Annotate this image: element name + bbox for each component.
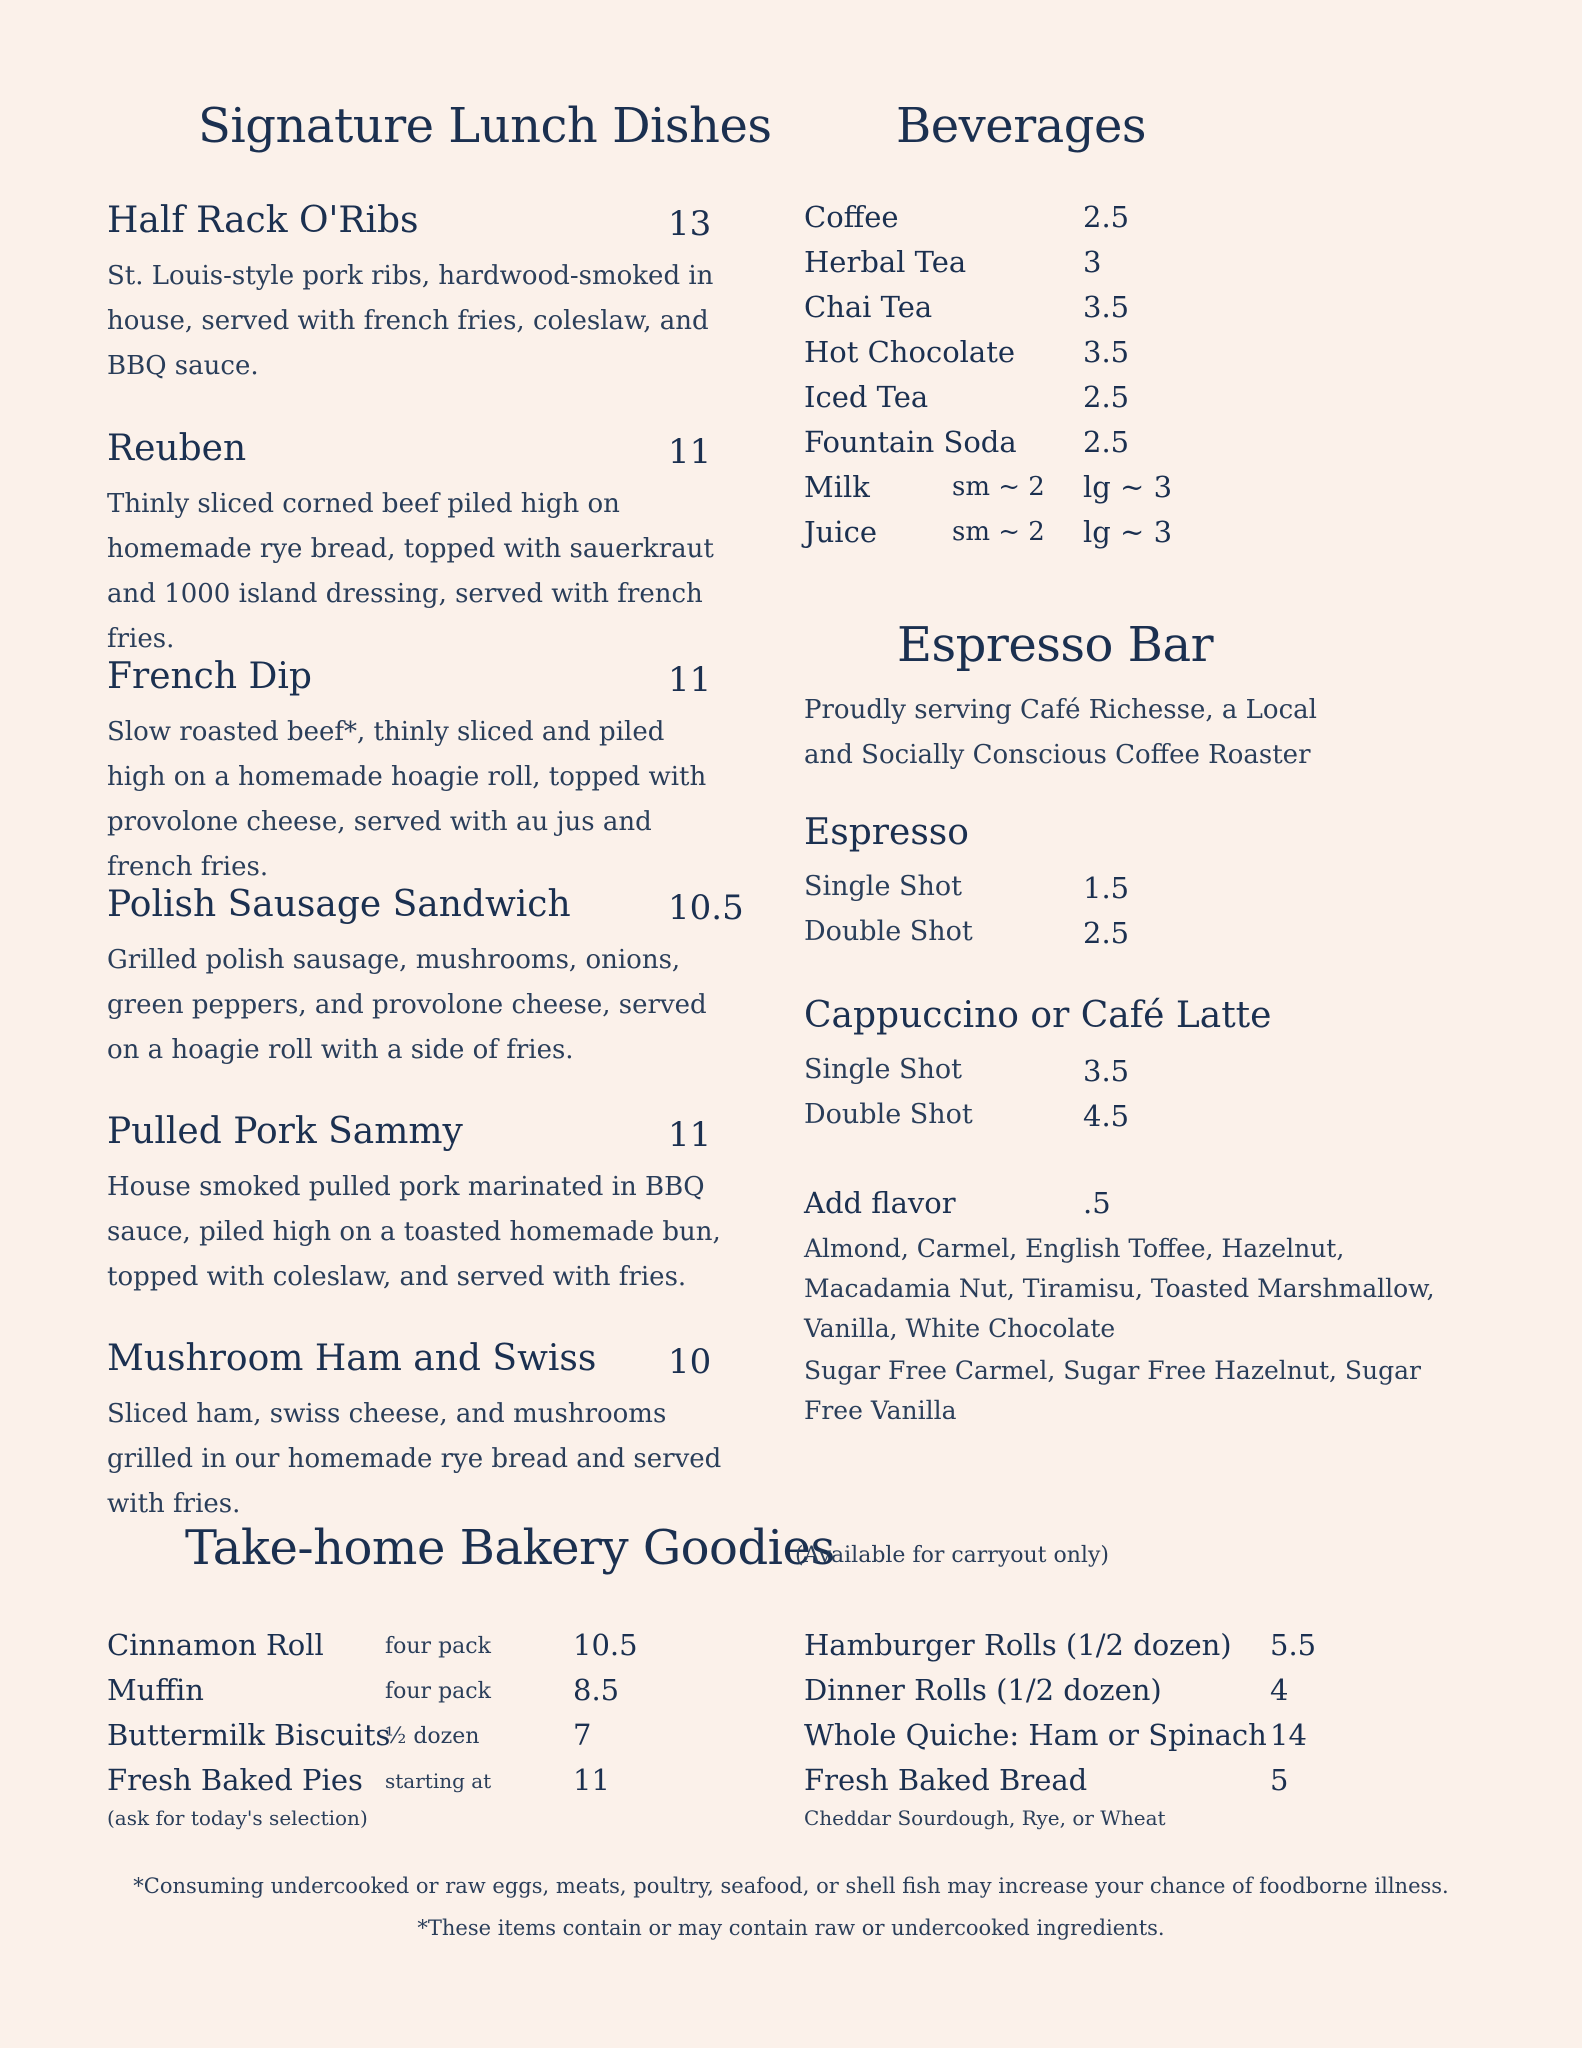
beverage-small-price: sm ~ 2 bbox=[952, 472, 1045, 502]
beverage-name: Iced Tea bbox=[804, 380, 929, 414]
bakery-item-price: 11 bbox=[573, 1763, 610, 1797]
beverage-price: 3.5 bbox=[1083, 335, 1130, 369]
bakery-item-price: 10.5 bbox=[573, 1628, 638, 1662]
beverage-large-price: lg ~ 3 bbox=[1083, 515, 1173, 549]
dish-name-pulled-pork: Pulled Pork Sammy bbox=[107, 1111, 463, 1152]
dish-desc-reuben: Thinly sliced corned beef piled high on homemade rye bread, topped with sauerkraut and 1000 island dressing, served with french fries. bbox=[107, 489, 714, 654]
dish-desc-pulled-pork: House smoked pulled pork marinated in BBQ sauce, piled high on a toasted homemade bun, topped with coleslaw, and served with fries. bbox=[107, 1172, 721, 1292]
dish-name-polish-sausage: Polish Sausage Sandwich bbox=[107, 884, 571, 925]
cappuccino-option-name: Double Shot bbox=[804, 1099, 973, 1130]
bakery-item-qty: starting at bbox=[385, 1769, 492, 1793]
cappuccino-title: Cappuccino or Café Latte bbox=[804, 995, 1272, 1036]
pies-selection-note: (ask for today's selection) bbox=[107, 1806, 368, 1830]
bakery-item-qty: ½ dozen bbox=[385, 1724, 480, 1749]
bakery-item-name: Fresh Baked Pies bbox=[107, 1763, 363, 1797]
beverage-small-price: sm ~ 2 bbox=[952, 517, 1045, 547]
bakery-item-name: Muffin bbox=[107, 1673, 204, 1707]
espresso-bar-heading: Espresso Bar bbox=[897, 617, 1214, 673]
cappuccino-option-price: 3.5 bbox=[1083, 1054, 1130, 1088]
beverage-price: 3.5 bbox=[1083, 290, 1130, 324]
add-flavor-title: Add flavor bbox=[804, 1186, 956, 1220]
espresso-option-price: 2.5 bbox=[1083, 916, 1130, 950]
sugar-free-flavor-list: Sugar Free Carmel, Sugar Free Hazelnut, Sugar Free Vanilla bbox=[804, 1356, 1422, 1425]
dish-price-mushroom-ham: 10 bbox=[668, 1342, 712, 1382]
espresso-option-name: Double Shot bbox=[804, 916, 973, 947]
beverage-name-milk: Milk bbox=[804, 470, 870, 504]
bakery-item-price: 7 bbox=[573, 1718, 592, 1752]
beverage-name: Chai Tea bbox=[804, 290, 933, 324]
bakery-item-name: Fresh Baked Bread bbox=[804, 1763, 1088, 1797]
dish-name-mushroom-ham: Mushroom Ham and Swiss bbox=[107, 1338, 597, 1379]
dish-desc-mushroom-ham: Sliced ham, swiss cheese, and mushrooms grilled in our homemade rye bread and served with fries. bbox=[107, 1399, 722, 1519]
dish-price-pulled-pork: 11 bbox=[668, 1115, 712, 1155]
dish-desc-ribs: St. Louis-style pork ribs, hardwood-smoked in house, served with french fries, coleslaw, and BBQ sauce. bbox=[107, 261, 714, 381]
beverage-large-price: lg ~ 3 bbox=[1083, 470, 1173, 504]
beverage-price: 3 bbox=[1083, 245, 1102, 279]
bakery-item-name: Cinnamon Roll bbox=[107, 1628, 324, 1662]
bakery-carryout-note: (Available for carryout only) bbox=[795, 1543, 1109, 1568]
bakery-heading: Take-home Bakery Goodies bbox=[185, 1520, 835, 1576]
raw-ingredients-disclaimer: *These items contain or may contain raw or undercooked ingredients. bbox=[417, 1916, 1165, 1940]
foodborne-illness-disclaimer: *Consuming undercooked or raw eggs, meats, poultry, seafood, or shell fish may increase your chance of foodborne illness. bbox=[133, 1874, 1449, 1898]
espresso-option-price: 1.5 bbox=[1083, 871, 1130, 905]
bakery-item-name: Buttermilk Biscuits bbox=[107, 1718, 391, 1752]
beverage-price: 2.5 bbox=[1083, 380, 1130, 414]
bakery-item-price: 14 bbox=[1270, 1718, 1307, 1752]
espresso-bar-intro: Proudly serving Café Richesse, a Local and Socially Conscious Coffee Roaster bbox=[804, 695, 1317, 770]
dish-price-ribs: 13 bbox=[668, 204, 712, 244]
cappuccino-option-price: 4.5 bbox=[1083, 1099, 1130, 1133]
beverage-name: Hot Chocolate bbox=[804, 335, 1016, 369]
bakery-item-qty: four pack bbox=[385, 1634, 491, 1659]
bakery-item-price: 5.5 bbox=[1270, 1628, 1317, 1662]
beverage-price: 2.5 bbox=[1083, 425, 1130, 459]
bread-varieties-note: Cheddar Sourdough, Rye, or Wheat bbox=[804, 1806, 1166, 1830]
beverage-name: Fountain Soda bbox=[804, 425, 1017, 459]
dish-price-reuben: 11 bbox=[668, 432, 712, 472]
bakery-item-name: Hamburger Rolls (1/2 dozen) bbox=[804, 1628, 1232, 1662]
beverage-price: 2.5 bbox=[1083, 200, 1130, 234]
bakery-item-price: 4 bbox=[1270, 1673, 1289, 1707]
bakery-item-name: Dinner Rolls (1/2 dozen) bbox=[804, 1673, 1162, 1707]
add-flavor-price: .5 bbox=[1083, 1186, 1111, 1220]
dish-desc-french-dip: Slow roasted beef*, thinly sliced and piled high on a homemade hoagie roll, topped with provolone cheese, served with au jus and french fries. bbox=[107, 717, 707, 882]
bakery-item-name: Whole Quiche: Ham or Spinach bbox=[804, 1718, 1267, 1752]
beverage-name: Coffee bbox=[804, 200, 899, 234]
espresso-option-name: Single Shot bbox=[804, 871, 962, 902]
dish-name-french-dip: French Dip bbox=[107, 656, 312, 697]
bakery-item-price: 5 bbox=[1270, 1763, 1289, 1797]
dish-desc-polish-sausage: Grilled polish sausage, mushrooms, onions, green peppers, and provolone cheese, served on a hoagie roll with a side of fries. bbox=[107, 945, 707, 1065]
cappuccino-option-name: Single Shot bbox=[804, 1054, 962, 1085]
espresso-title: Espresso bbox=[804, 812, 969, 853]
bakery-item-price: 8.5 bbox=[573, 1673, 620, 1707]
flavor-list: Almond, Carmel, English Toffee, Hazelnut, Macadamia Nut, Tiramisu, Toasted Marshmallow, Vanilla, White Chocolate bbox=[804, 1234, 1435, 1343]
bakery-item-qty: four pack bbox=[385, 1679, 491, 1704]
beverage-name: Herbal Tea bbox=[804, 245, 967, 279]
dish-price-polish-sausage: 10.5 bbox=[668, 888, 744, 928]
dish-name-ribs: Half Rack O'Ribs bbox=[107, 200, 419, 241]
beverage-name-juice: Juice bbox=[804, 515, 877, 549]
dish-price-french-dip: 11 bbox=[668, 660, 712, 700]
lunch-heading: Signature Lunch Dishes bbox=[198, 98, 772, 154]
dish-name-reuben: Reuben bbox=[107, 428, 247, 469]
beverages-heading: Beverages bbox=[896, 98, 1147, 154]
